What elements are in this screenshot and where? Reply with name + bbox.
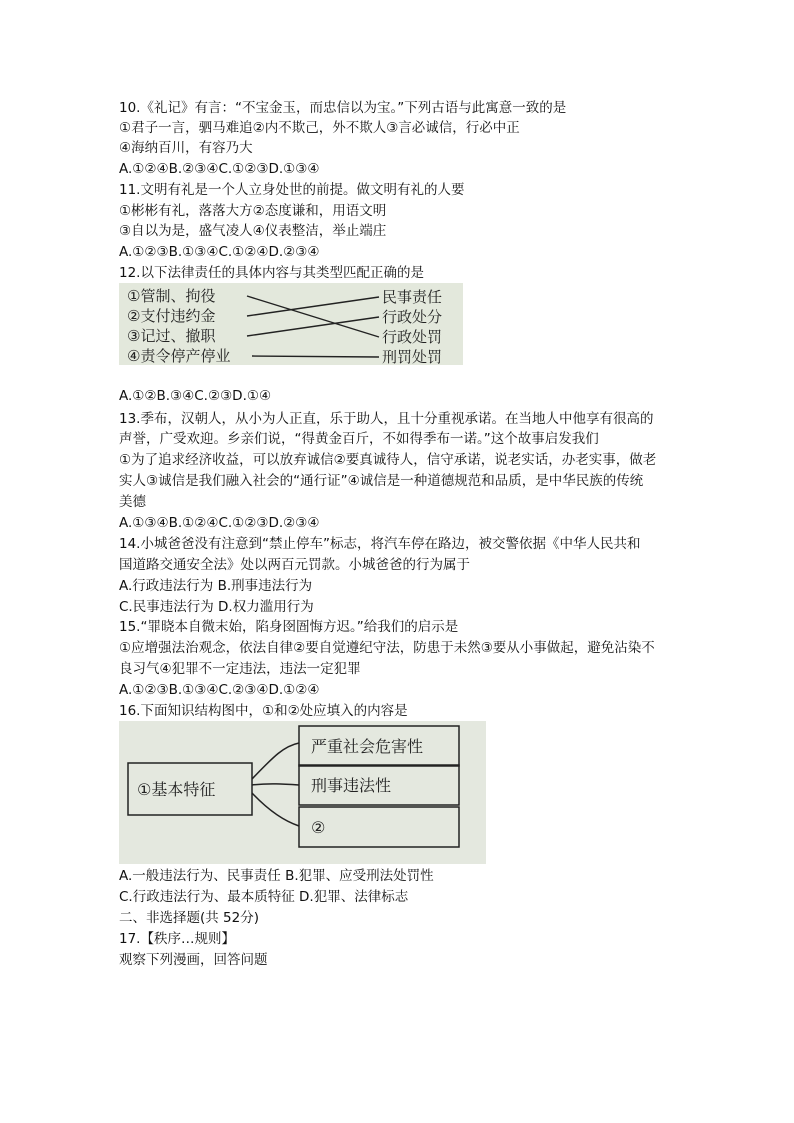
q13-answers: A.①③④B.①②④C.①②③D.②③④ <box>119 515 320 531</box>
q12-right-2: 行政处分 <box>382 308 443 326</box>
q12-left-1: ①管制、拘役 <box>127 287 216 305</box>
q14-stem-line1: 14.小城爸爸没有注意到“禁止停车”标志，将汽车停在路边，被交警依据《中华人民共和 <box>119 536 641 552</box>
q12-left-2: ②支付违约金 <box>127 307 216 325</box>
q13-stem-line1: 13.季布，汉朝人，从小为人正直，乐于助人，且十分重视承诺。在当地人中他享有很高的 <box>119 411 654 427</box>
q12-left-4: ④责令停产停业 <box>127 347 231 365</box>
q13-options-line3: 美德 <box>119 494 146 510</box>
q16-right-label-2: 刑事违法性 <box>311 776 392 795</box>
q12-right-4: 刑罚处罚 <box>382 348 443 365</box>
q12-left-3: ③记过、撤职 <box>127 327 216 345</box>
q15-options-line2: 良习气④犯罪不一定违法，违法一定犯罪 <box>119 661 361 677</box>
q16-structure-figure <box>119 721 486 864</box>
q13-options-line2: 实人③诚信是我们融入社会的“通行证”④诚信是一种道德规范和品质，是中华民族的传统 <box>119 473 644 489</box>
q16-answers-line1: A.一般违法行为、民事责任 B.犯罪、应受刑法处罚性 <box>119 868 434 884</box>
q17-instruction: 观察下列漫画，回答问题 <box>119 952 268 968</box>
q17-stem: 17.【秩序…规则】 <box>119 931 235 947</box>
q15-stem: 15.“罪晓本自微末始，陷身囹圄悔方迟。”给我们的启示是 <box>119 619 459 635</box>
section2-heading: 二、非选择题(共 52分) <box>119 910 260 926</box>
q10-stem: 10.《礼记》有言：“不宝金玉，而忠信以为宝。”下列古语与此寓意一致的是 <box>119 100 567 116</box>
q14-answers-line2: C.民事违法行为 D.权力滥用行为 <box>119 599 314 615</box>
q16-right-label-3: ② <box>311 818 326 837</box>
q12-matching-figure <box>119 283 463 365</box>
q10-options-line1: ①君子一言，驷马难追②内不欺己，外不欺人③言必诚信，行必中正 <box>119 120 520 136</box>
q12-match-line-4 <box>252 356 379 357</box>
q12-stem: 12.以下法律责任的具体内容与其类型匹配正确的是 <box>119 265 424 281</box>
q10-options-line2: ④海纳百川，有容乃大 <box>119 140 253 156</box>
q14-stem-line2: 国道路交通安全法》处以两百元罚款。小城爸爸的行为属于 <box>119 557 470 573</box>
q12-answers: A.①②B.③④C.②③D.①④ <box>119 388 272 404</box>
q12-right-1: 民事责任 <box>382 288 443 306</box>
q13-stem-line2: 声誉，广受欢迎。乡亲们说，“得黄金百斤，不如得季布一诺。”这个故事启发我们 <box>119 431 599 447</box>
q10-answers: A.①②④B.②③④C.①②③D.①③④ <box>119 161 320 177</box>
q11-answers: A.①②③B.①③④C.①②④D.②③④ <box>119 244 320 260</box>
q11-options-line1: ①彬彬有礼，落落大方②态度谦和，用语文明 <box>119 203 387 219</box>
q11-stem: 11.文明有礼是一个人立身处世的前提。做文明有礼的人要 <box>119 182 465 198</box>
q15-answers: A.①②③B.①③④C.②③④D.①②④ <box>119 682 320 698</box>
q16-left-label: ①基本特征 <box>137 780 216 799</box>
q11-options-line2: ③自以为是，盛气凌人④仪表整洁，举止端庄 <box>119 223 387 239</box>
q14-answers-line1: A.行政违法行为 B.刑事违法行为 <box>119 578 313 594</box>
q16-right-label-1: 严重社会危害性 <box>311 737 424 756</box>
q16-answers-line2: C.行政违法行为、最本质特征 D.犯罪、法律标志 <box>119 889 409 905</box>
q12-right-3: 行政处罚 <box>382 328 443 346</box>
q13-options-line1: ①为了追求经济收益，可以放弃诚信②要真诚待人，信守承诺，说老实话，办老实事，做老 <box>119 452 657 468</box>
q16-stem: 16.下面知识结构图中，①和②处应填入的内容是 <box>119 703 408 719</box>
q15-options-line1: ①应增强法治观念，依法自律②要自觉遵纪守法，防患于未然③要从小事做起，避免沾染不 <box>119 640 655 656</box>
